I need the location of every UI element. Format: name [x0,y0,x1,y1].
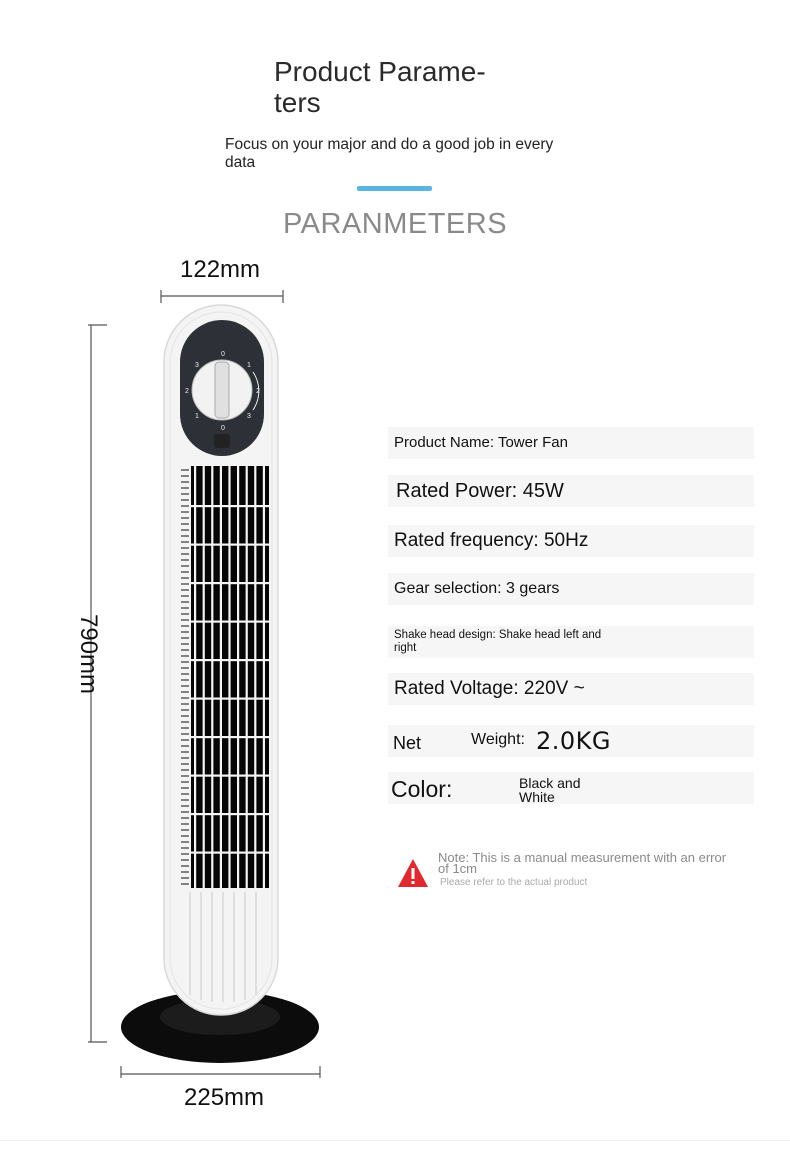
grille-rib [179,775,269,777]
dial-mark: 0 [221,425,225,432]
dial-mark: 1 [247,362,251,369]
dial-mark: 2 [256,388,260,395]
dial-mark: 0 [221,351,225,358]
color-value: Black and White [519,775,581,805]
grille-rib [179,813,269,815]
weight-value: 2.0KG [536,727,612,755]
spec-color [388,772,754,804]
measurement-note-sub: Please refer to the actual product [440,877,588,888]
height-dimension-label: 790mm [75,613,102,695]
grille-bar [237,466,239,888]
spec-rated-voltage: Rated Voltage: 220V ~ [388,673,754,705]
grille-rib [179,736,269,738]
spec-shake-head-text: Shake head design: Shake head left and right [394,629,602,654]
grille-bar [211,466,213,888]
dial-mark: 3 [247,413,251,420]
spec-product-name: Product Name: Tower Fan [388,427,754,459]
spec-net-weight [388,725,754,757]
dial-mark: 3 [195,362,199,369]
grille-bar [220,466,222,888]
page-title: Product Parame- ters [274,56,486,118]
color-label: Color: [391,776,453,802]
width-dimension-line [161,290,283,303]
grille-bar [228,466,230,888]
grille-rib [179,698,269,700]
grille-bar [263,466,265,888]
grille-rib [179,621,269,623]
grille-bar [194,466,196,888]
net-label: Net [393,733,422,753]
grille-rib [179,852,269,854]
grille-rib [179,890,269,892]
grille-bar [203,466,205,888]
spec-rated-power: Rated Power: 45W [388,475,754,507]
base-dimension-line [121,1066,320,1078]
grille-vertical-bars [194,466,265,888]
warning-icon [396,857,430,889]
dial-mark: 1 [195,413,199,420]
base-dimension-label: 225mm [184,1084,265,1111]
bottom-divider [0,1140,790,1141]
spec-rated-frequency: Rated frequency: 50Hz [388,525,754,557]
grille-bar [246,466,248,888]
grille-rib [179,659,269,661]
dial-mark: 2 [185,388,189,395]
grille-rib [179,544,269,546]
grille-rib [179,582,269,584]
weight-label: Weight: [471,731,525,748]
grille-rib [179,505,269,507]
section-heading: PARANMETERS [282,208,508,240]
width-dimension-label: 122mm [180,256,261,283]
spec-gear-selection: Gear selection: 3 gears [388,573,754,605]
spec-shake-head [388,626,754,658]
page-subtitle: Focus on your major and do a good job in every data [225,136,554,171]
grille-bar [254,466,256,888]
measurement-note: Note: This is a manual measurement with an error of 1cm [438,850,727,876]
